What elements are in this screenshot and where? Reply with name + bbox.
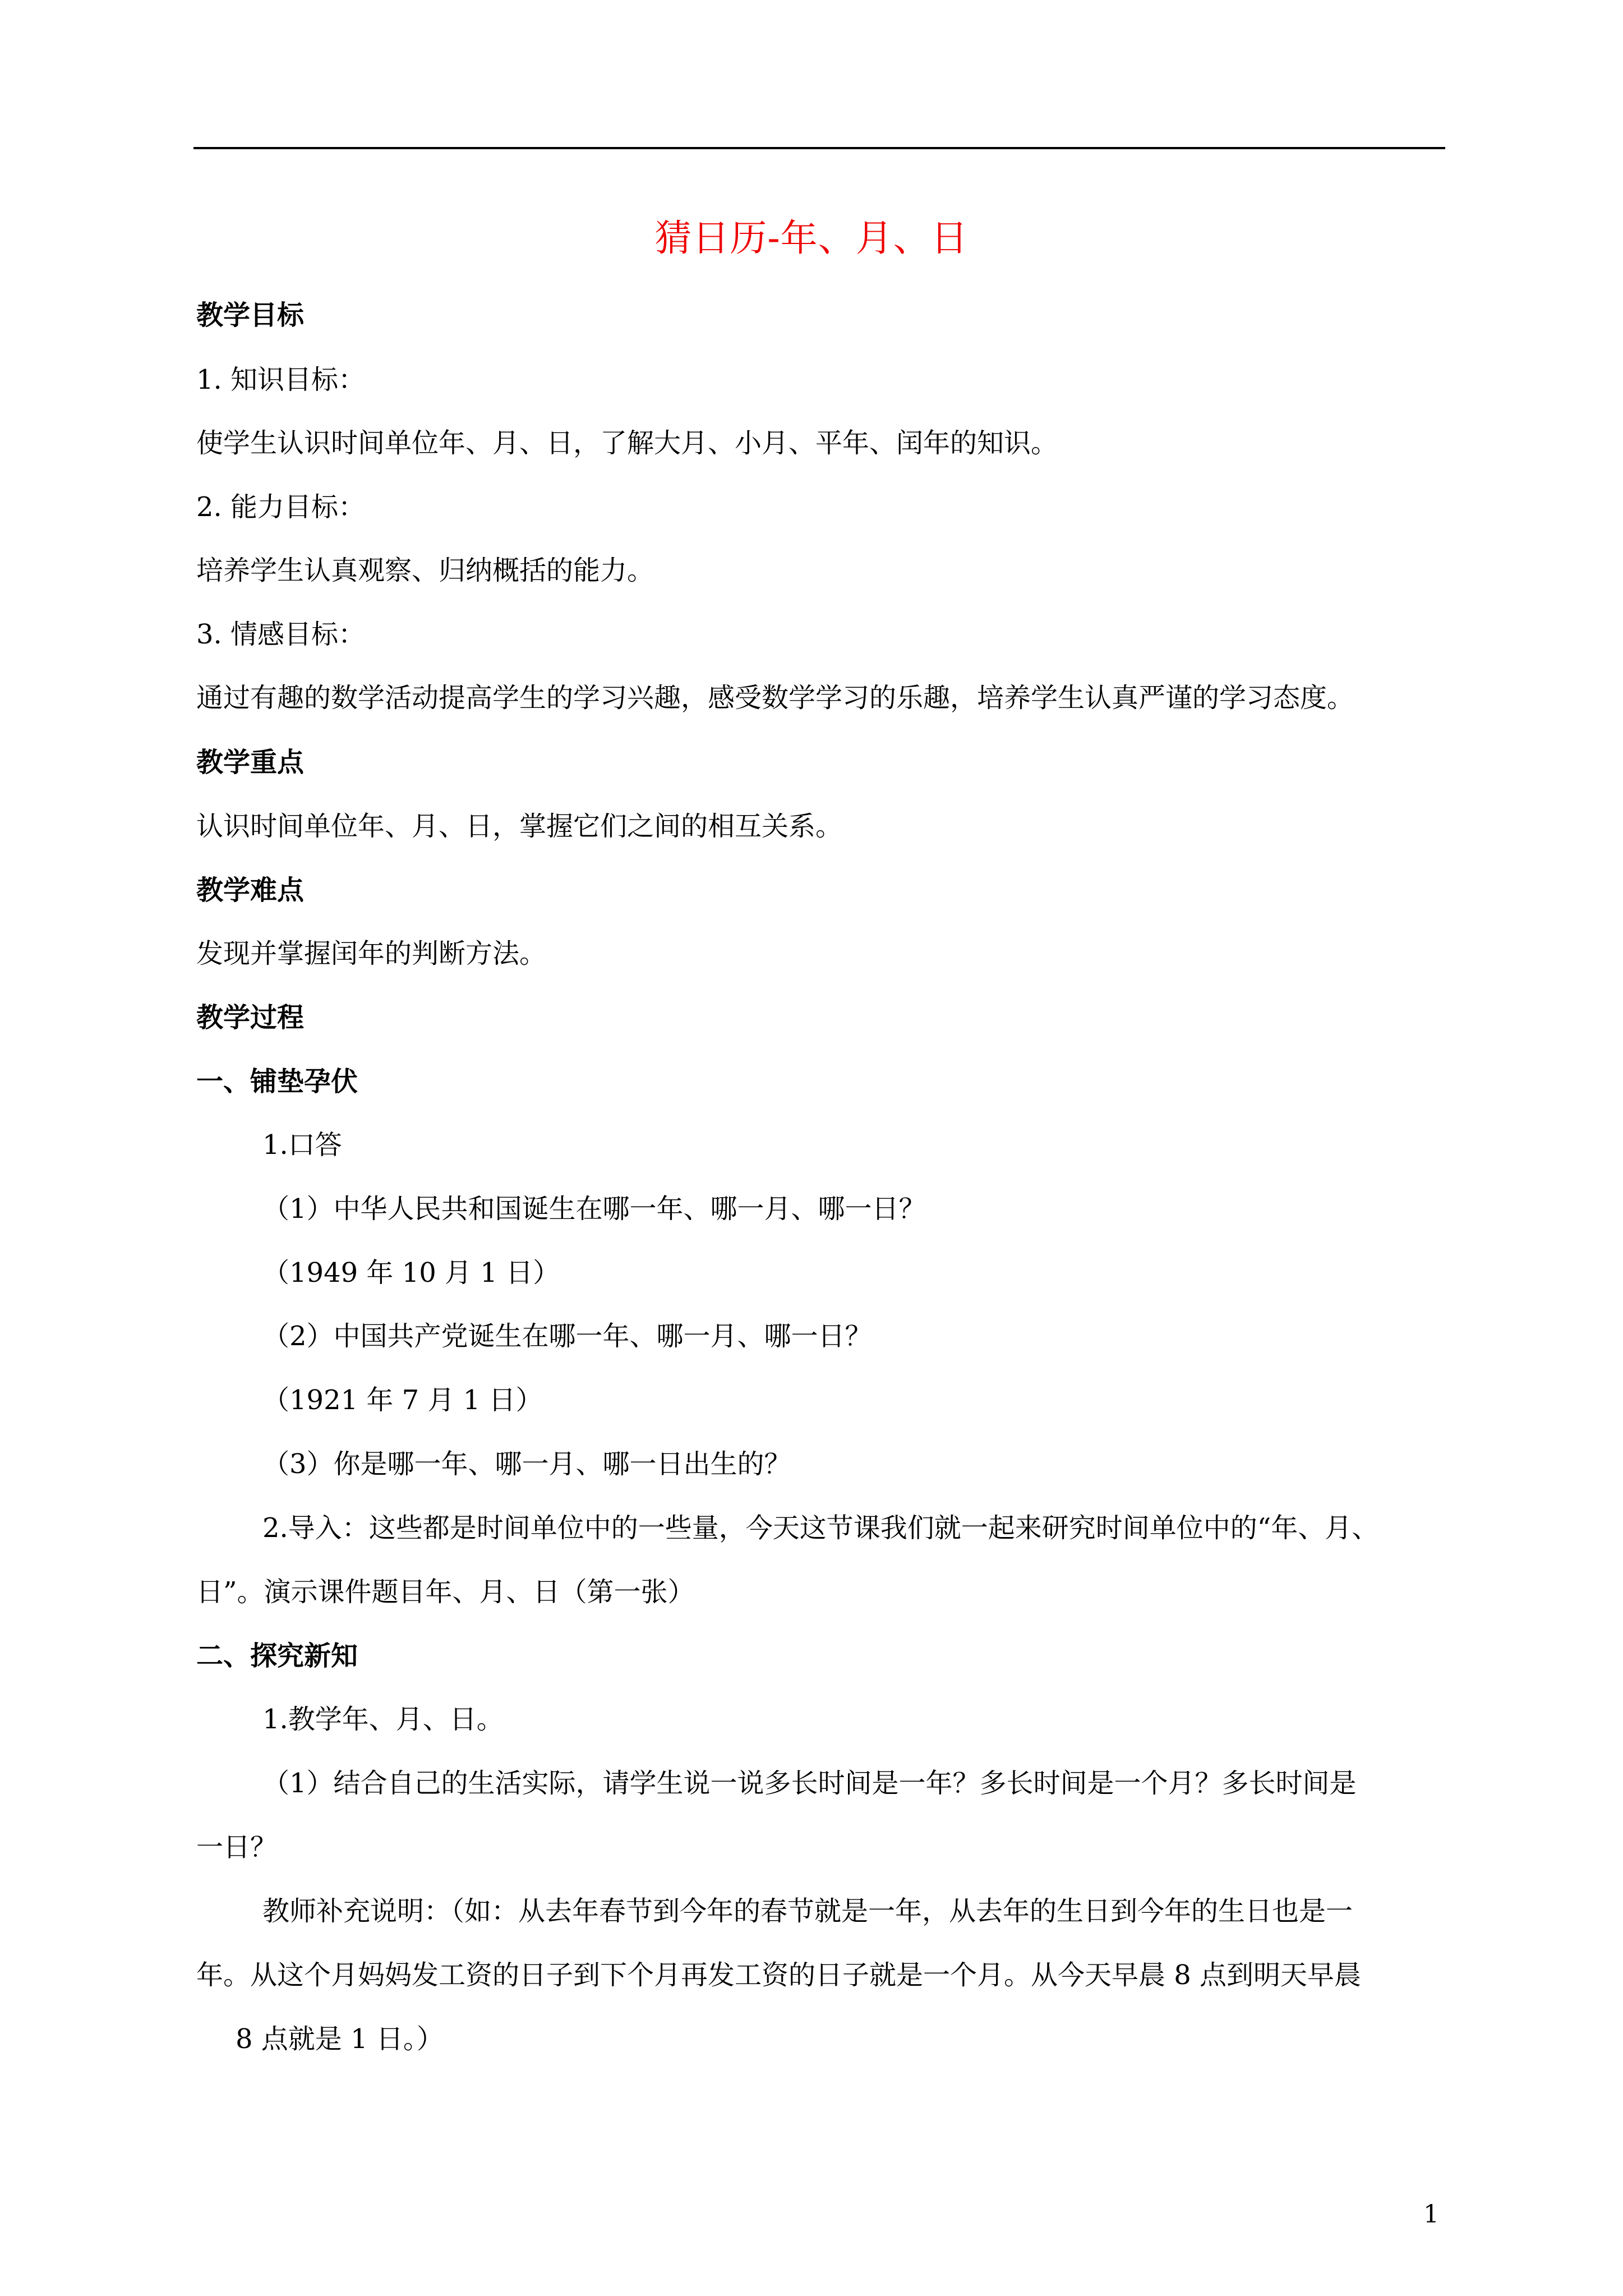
heading-difficulties: 教学难点 [196, 875, 305, 906]
difficulties-text: 发现并掌握闰年的判断方法。 [196, 938, 547, 969]
heading-key-points: 教学重点 [196, 747, 305, 778]
question-3: （3）你是哪一年、哪一月、哪一日出生的？ [262, 1448, 791, 1480]
teacher-note-line-1: 教师补充说明：（如：从去年春节到今年的春节就是一年，从去年的生日到今年的生日也是一 [262, 1895, 1353, 1927]
goal-emotion-label: 3. 情感目标： [196, 619, 366, 650]
heading-process: 教学过程 [196, 1002, 305, 1033]
goal-ability-text: 培养学生认真观察、归纳概括的能力。 [196, 555, 654, 586]
teacher-note-line-3: 8 点就是 1 日。） [236, 2023, 444, 2055]
teacher-note-line-2: 年。从这个月妈妈发工资的日子到下个月再发工资的日子就是一个月。从今天早晨 8 点到明天早晨 [196, 1959, 1362, 1991]
introduction-line-2: 日”。演示课件题目年、月、日（第一张） [196, 1576, 695, 1608]
section-one-heading: 一、铺垫孕伏 [196, 1066, 358, 1097]
answer-1: （1949 年 10 月 1 日） [262, 1257, 560, 1289]
document-title: 猜日历-年、月、日 [654, 217, 969, 260]
question-2: （2）中国共产党诞生在哪一年、哪一月、哪一日？ [262, 1320, 872, 1352]
oral-answer-item: 1.口答 [262, 1129, 342, 1161]
heading-teaching-goals: 教学目标 [196, 300, 305, 331]
goal-knowledge-label: 1. 知识目标： [196, 364, 366, 395]
goal-emotion-text: 通过有趣的数学活动提高学生的学习兴趣，感受数学学习的乐趣，培养学生认真严谨的学习态度。 [196, 682, 1354, 714]
answer-2: （1921 年 7 月 1 日） [262, 1384, 543, 1416]
goal-ability-label: 2. 能力目标： [196, 491, 366, 523]
page-number: 1 [1423, 2200, 1439, 2229]
introduction-line-1: 2.导入：这些都是时间单位中的一些量，今天这节课我们就一起来研究时间单位中的“年、月、 [262, 1512, 1379, 1544]
goal-knowledge-text: 使学生认识时间单位年、月、日，了解大月、小月、平年、闰年的知识。 [196, 427, 1058, 459]
discussion-line-2: 一日？ [196, 1832, 278, 1863]
teaching-item-1: 1.教学年、月、日。 [262, 1704, 504, 1735]
section-two-heading: 二、探究新知 [196, 1640, 358, 1672]
header-rule [193, 147, 1445, 149]
discussion-line-1: （1）结合自己的生活实际，请学生说一说多长时间是一年？多长时间是一个月？多长时间是 [262, 1768, 1357, 1799]
question-1: （1）中华人民共和国诞生在哪一年、哪一月、哪一日？ [262, 1193, 926, 1225]
key-points-text: 认识时间单位年、月、日，掌握它们之间的相互关系。 [196, 811, 843, 842]
